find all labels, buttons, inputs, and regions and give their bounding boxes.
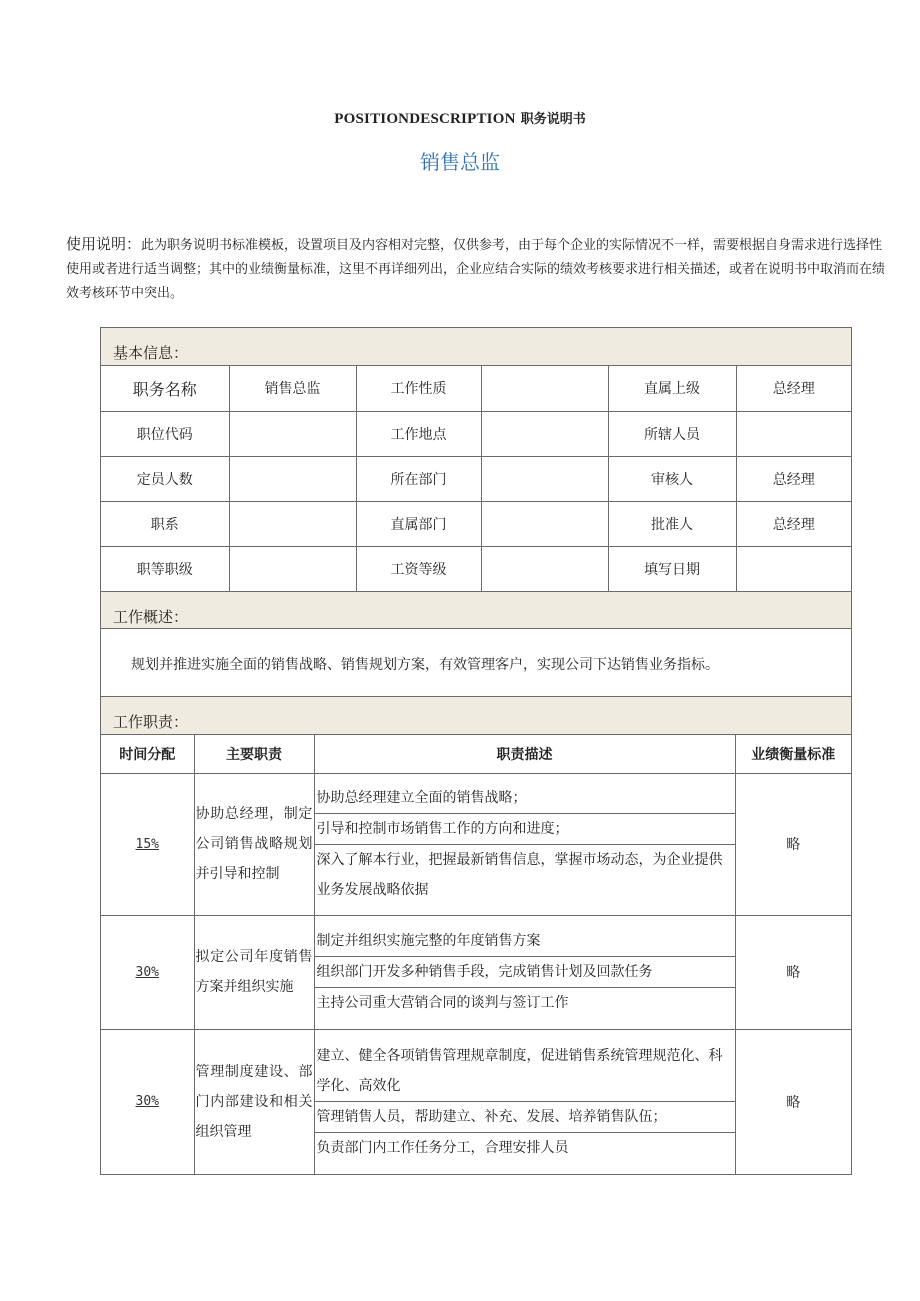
- title-cn: 职务说明书: [520, 112, 586, 127]
- duty-row: [101, 773, 851, 915]
- title-en: POSITIONDESCRIPTION: [334, 111, 516, 127]
- overview-text: 规划并推进实施全面的销售战略、销售规划方案，有效管理客户，实现公司下达销售业务指标。: [101, 629, 851, 697]
- duty-description: [314, 1029, 735, 1174]
- column-header: 职责描述: [314, 735, 735, 773]
- duties-table: [101, 735, 851, 1174]
- field-label: 直属部门: [356, 501, 481, 546]
- performance-standard: 略: [735, 773, 851, 915]
- duty-description: [314, 915, 735, 1029]
- field-label: 职等职级: [101, 546, 229, 591]
- field-label: 工作地点: [356, 411, 481, 456]
- basic-info-heading: 基本信息：: [101, 328, 851, 366]
- duties-header-row: [101, 735, 851, 773]
- field-label: 直属上级: [608, 366, 736, 411]
- main-duty: 管理制度建设、部门内部建设和相关组织管理: [194, 1029, 314, 1174]
- basic-row: [101, 366, 851, 411]
- field-value: 总经理: [736, 501, 851, 546]
- field-label: 工作性质: [356, 366, 481, 411]
- duty-row: [101, 1029, 851, 1174]
- duties-heading: 工作职责：: [101, 697, 851, 735]
- time-allocation: 30%: [101, 915, 194, 1029]
- main-duty: 协助总经理，制定公司销售战略规划并引导和控制: [194, 773, 314, 915]
- usage-note: [66, 232, 886, 306]
- field-value: [481, 411, 608, 456]
- description-line: 组织部门开发多种销售手段，完成销售计划及回款任务: [315, 957, 735, 988]
- field-value: [229, 411, 356, 456]
- field-label: 工资等级: [356, 546, 481, 591]
- description-line: 制定并组织实施完整的年度销售方案: [315, 926, 735, 957]
- field-label: 职系: [101, 501, 229, 546]
- job-description-form: [100, 327, 852, 1175]
- field-label: 职位代码: [101, 411, 229, 456]
- basic-row: [101, 546, 851, 591]
- description-line: 协助总经理建立全面的销售战略；: [315, 783, 735, 814]
- column-header: 主要职责: [194, 735, 314, 773]
- field-value: [229, 546, 356, 591]
- basic-row: [101, 501, 851, 546]
- performance-standard: 略: [735, 915, 851, 1029]
- field-value: 总经理: [736, 456, 851, 501]
- field-value: [736, 546, 851, 591]
- basic-row: [101, 411, 851, 456]
- basic-info-table: [101, 366, 851, 591]
- basic-row: [101, 456, 851, 501]
- time-allocation: 15%: [101, 773, 194, 915]
- description-line: 管理销售人员，帮助建立、补充、发展、培养销售队伍；: [315, 1102, 735, 1133]
- description-line: 负责部门内工作任务分工，合理安排人员: [316, 1139, 569, 1156]
- field-value: [481, 546, 608, 591]
- description-line: 主持公司重大营销合同的谈判与签订工作: [316, 995, 569, 1011]
- document-header: [0, 108, 920, 128]
- field-value: [229, 456, 356, 501]
- description-line: 深入了解本行业，把握最新销售信息，掌握市场动态，为企业提供业务发展战略依据: [316, 852, 723, 898]
- field-value: [481, 366, 608, 411]
- position-title: 销售总监: [420, 150, 500, 174]
- field-value: [481, 456, 608, 501]
- duty-description: [314, 773, 735, 915]
- field-value: [229, 501, 356, 546]
- field-value: 总经理: [736, 366, 851, 411]
- field-label: 批准人: [608, 501, 736, 546]
- performance-standard: 略: [735, 1029, 851, 1174]
- usage-text: 此为职务说明书标准模板，设置项目及内容相对完整，仅供参考，由于每个企业的实际情况不一样，需要根据自身需求进行选择性使用或者进行适当调整；其中的业绩衡量标准，这里不再详细列出，企业应结合实际的绩效考核要求进行相关描述，或者在说明书中取消而在绩效考核环节中突出。: [66, 238, 886, 301]
- field-value: 销售总监: [229, 366, 356, 411]
- field-label: 所辖人员: [608, 411, 736, 456]
- field-label: 审核人: [608, 456, 736, 501]
- duty-row: [101, 915, 851, 1029]
- overview-heading: 工作概述：: [101, 591, 851, 629]
- description-line: 引导和控制市场销售工作的方向和进度；: [315, 814, 735, 845]
- column-header: 时间分配: [101, 735, 194, 773]
- field-label: 定员人数: [101, 456, 229, 501]
- main-duty: 拟定公司年度销售方案并组织实施: [194, 915, 314, 1029]
- field-value: [736, 411, 851, 456]
- usage-label: 使用说明：: [66, 235, 142, 253]
- column-header: 业绩衡量标准: [735, 735, 851, 773]
- field-value: [481, 501, 608, 546]
- description-line: 建立、健全各项销售管理规章制度，促进销售系统管理规范化、科学化、高效化: [315, 1041, 735, 1102]
- field-label: 所在部门: [356, 456, 481, 501]
- field-label: 职务名称: [101, 366, 229, 411]
- time-allocation: 30%: [101, 1029, 194, 1174]
- field-label: 填写日期: [608, 546, 736, 591]
